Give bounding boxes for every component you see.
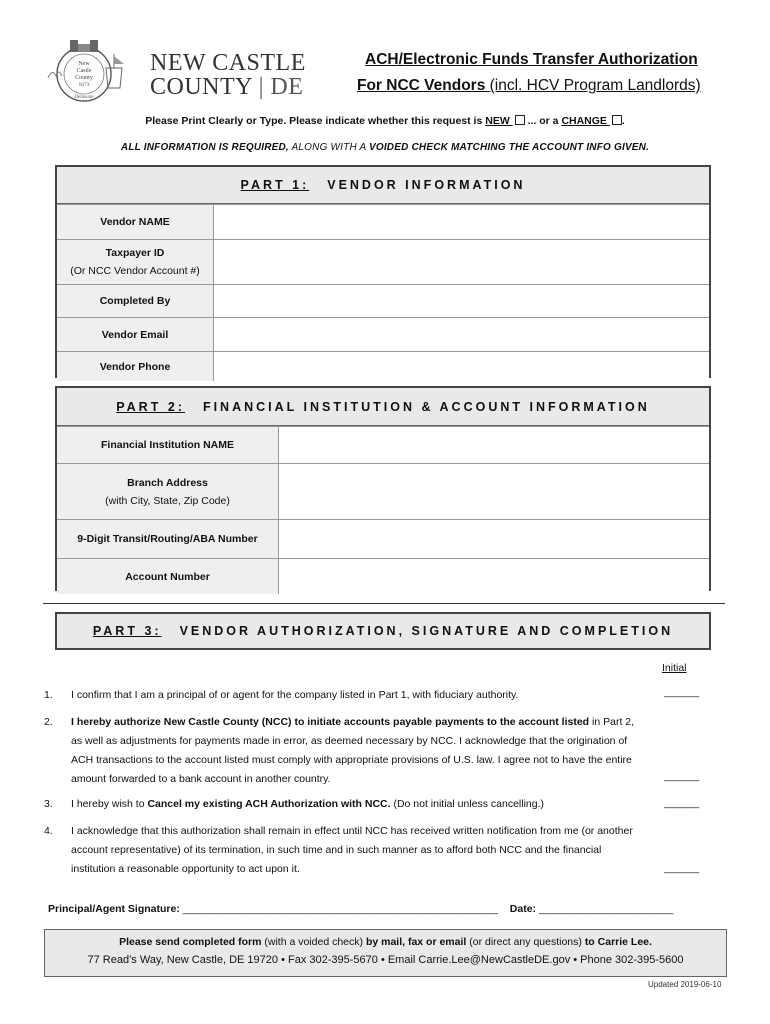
vendor-name-row bbox=[57, 204, 709, 239]
branch-address-label bbox=[57, 464, 279, 519]
item-3-bold: Cancel my existing ACH Authorization with NCC. bbox=[147, 798, 391, 810]
seal-text-5: Delaware bbox=[74, 95, 94, 100]
change-request-option[interactable] bbox=[561, 115, 621, 127]
account-number-label: Account Number bbox=[57, 559, 279, 594]
subtitle-rest: (incl. HCV Program Landlords) bbox=[489, 77, 701, 94]
completed-by-row bbox=[57, 284, 709, 317]
account-number-row bbox=[57, 558, 709, 594]
item-1-text: I confirm that I am a principal of or agent for the company listed in Part 1, with fiduciary authority. bbox=[71, 689, 519, 701]
requirement-bold2: VOIDED CHECK MATCHING THE ACCOUNT INFO GIVEN. bbox=[368, 142, 650, 153]
vendor-email-row bbox=[57, 317, 709, 351]
seal-text-3: County bbox=[75, 75, 93, 81]
part3-header bbox=[57, 614, 709, 648]
item-3-rest: (Do not initial unless cancelling.) bbox=[390, 798, 545, 810]
requirement-note bbox=[0, 142, 770, 153]
vendor-phone-label: Vendor Phone bbox=[57, 352, 214, 381]
part3-authorization bbox=[55, 612, 711, 650]
vendor-email-label: Vendor Email bbox=[57, 318, 214, 351]
institution-name-field[interactable] bbox=[279, 427, 709, 463]
part1-number: PART 1: bbox=[240, 178, 310, 192]
institution-name-label: Financial Institution NAME bbox=[57, 427, 279, 463]
item-1-number: 1. bbox=[44, 689, 53, 701]
part2-financial-institution bbox=[55, 386, 711, 591]
part2-title: FINANCIAL INSTITUTION & ACCOUNT INFORMATION bbox=[202, 399, 650, 414]
routing-number-field[interactable] bbox=[279, 520, 709, 558]
branch-address-label-main: Branch Address bbox=[127, 476, 208, 489]
item-1-initial-field[interactable]: ______ bbox=[664, 686, 700, 698]
taxpayer-id-label-sub: (Or NCC Vendor Account #) bbox=[70, 265, 200, 277]
send-bold3: to Carrie Lee. bbox=[584, 936, 652, 948]
item-4-number: 4. bbox=[44, 825, 53, 837]
taxpayer-id-label-main: Taxpayer ID bbox=[105, 247, 165, 259]
vendor-phone-field[interactable] bbox=[214, 352, 709, 381]
part3-number: PART 3: bbox=[92, 624, 162, 638]
authorization-item-4 bbox=[44, 822, 644, 879]
part1-header bbox=[57, 167, 709, 204]
account-number-field[interactable] bbox=[279, 559, 709, 594]
contact-address: 77 Read’s Way, New Castle, DE 19720 • Fax 302-395-5670 • Email Carrie.Lee@NewCastleDE.gov • Phone 302-395-5600 bbox=[87, 954, 684, 966]
print-instructions bbox=[0, 115, 770, 127]
authorization-item-2 bbox=[44, 713, 644, 789]
requirement-bold: ALL INFORMATION IS REQUIRED, bbox=[120, 142, 289, 153]
seal-text-1: New bbox=[78, 61, 90, 67]
document-subtitle bbox=[357, 77, 701, 95]
instructions-lead: Please Print Clearly or Type. Please indicate whether this request is bbox=[145, 115, 483, 127]
org-name-county: COUNTY bbox=[150, 74, 253, 100]
date-field[interactable]: _______________________ bbox=[538, 903, 674, 915]
org-name-state: | DE bbox=[258, 74, 304, 100]
item-4-initial-field[interactable]: ______ bbox=[664, 862, 700, 874]
requirement-mid: ALONG WITH A bbox=[291, 142, 366, 153]
completed-by-field[interactable] bbox=[214, 285, 709, 317]
institution-name-row bbox=[57, 426, 709, 463]
taxpayer-id-field[interactable] bbox=[214, 240, 709, 284]
signature-label: Principal/Agent Signature: bbox=[48, 903, 180, 915]
item-3-number: 3. bbox=[44, 798, 53, 810]
send-mid: (with a voided check) bbox=[264, 936, 364, 948]
item-2-number: 2. bbox=[44, 716, 53, 728]
send-bold: Please send completed form bbox=[119, 936, 262, 948]
change-checkbox[interactable] bbox=[612, 115, 622, 125]
routing-number-row bbox=[57, 519, 709, 558]
routing-number-label: 9-Digit Transit/Routing/ABA Number bbox=[57, 520, 279, 558]
item-2-bold: I hereby authorize New Castle County (NCC) to initiate accounts payable payments to the account listed bbox=[71, 716, 590, 728]
branch-address-field[interactable] bbox=[279, 464, 709, 519]
authorization-item-3 bbox=[44, 795, 644, 814]
new-label: NEW bbox=[485, 115, 510, 127]
contact-box bbox=[44, 929, 727, 977]
date-label: Date: bbox=[509, 903, 537, 915]
instructions-end: . bbox=[621, 115, 625, 127]
authorization-item-1 bbox=[44, 686, 644, 705]
item-2-text bbox=[71, 713, 646, 789]
vendor-email-field[interactable] bbox=[214, 318, 709, 351]
part1-title: VENDOR INFORMATION bbox=[327, 178, 526, 192]
signature-field[interactable]: ______________________________________________________ bbox=[182, 903, 499, 915]
taxpayer-id-row bbox=[57, 239, 709, 284]
vendor-phone-row bbox=[57, 351, 709, 381]
change-label: CHANGE bbox=[561, 115, 607, 127]
item-3-initial-field[interactable]: ______ bbox=[664, 797, 700, 809]
branch-address-row bbox=[57, 463, 709, 519]
new-request-option[interactable] bbox=[485, 115, 524, 127]
part2-number: PART 2: bbox=[116, 399, 185, 414]
subtitle-bold: For NCC Vendors bbox=[357, 77, 486, 94]
part3-title: VENDOR AUTHORIZATION, SIGNATURE AND COMPLETION bbox=[179, 624, 674, 638]
item-2-initial-field[interactable]: ______ bbox=[664, 770, 700, 782]
send-instructions bbox=[45, 936, 726, 948]
signature-line bbox=[48, 903, 673, 915]
section-divider bbox=[43, 603, 725, 604]
vendor-name-label: Vendor NAME bbox=[57, 205, 214, 239]
send-mid2: (or direct any questions) bbox=[469, 936, 582, 948]
seal-text-4: 1673 bbox=[78, 82, 90, 88]
county-seal-logo bbox=[44, 38, 136, 108]
org-name-line2 bbox=[150, 74, 303, 101]
or-text: ... or a bbox=[527, 115, 559, 127]
part2-header bbox=[57, 388, 709, 426]
item-2-rest: in Part 2, as well as adjustments for payments made in error, as deemed necessary by NCC. I acknowledge that the origination of ACH transactions to the account listed must comply with appropriate provisions of U.S. law. I agree not to have the entire amount forwarded to a bank account in another country. bbox=[71, 716, 635, 785]
item-3-pre: I hereby wish to bbox=[71, 798, 148, 810]
branch-address-label-sub: (with City, State, Zip Code) bbox=[105, 494, 230, 507]
send-bold2: by mail, fax or email bbox=[365, 936, 467, 948]
completed-by-label: Completed By bbox=[57, 285, 214, 317]
seal-text-2: Castle bbox=[76, 68, 92, 74]
org-name-line1: NEW CASTLE bbox=[150, 50, 306, 76]
initial-column-header: Initial bbox=[662, 662, 687, 674]
part1-vendor-information bbox=[55, 165, 711, 378]
item-4-text: I acknowledge that this authorization shall remain in effect until NCC has received written notification from me (or another account representative) of its termination, in such time and in such manner as to afford both NCC and the financial institution a reasonable opportunity to act upon it. bbox=[71, 825, 633, 875]
item-3-text bbox=[71, 795, 646, 814]
new-checkbox[interactable] bbox=[515, 115, 525, 125]
vendor-name-field[interactable] bbox=[214, 205, 709, 239]
document-title: ACH/Electronic Funds Transfer Authorization bbox=[365, 51, 698, 68]
taxpayer-id-label bbox=[57, 240, 214, 284]
updated-date: Updated 2019-06-10 bbox=[648, 980, 722, 989]
